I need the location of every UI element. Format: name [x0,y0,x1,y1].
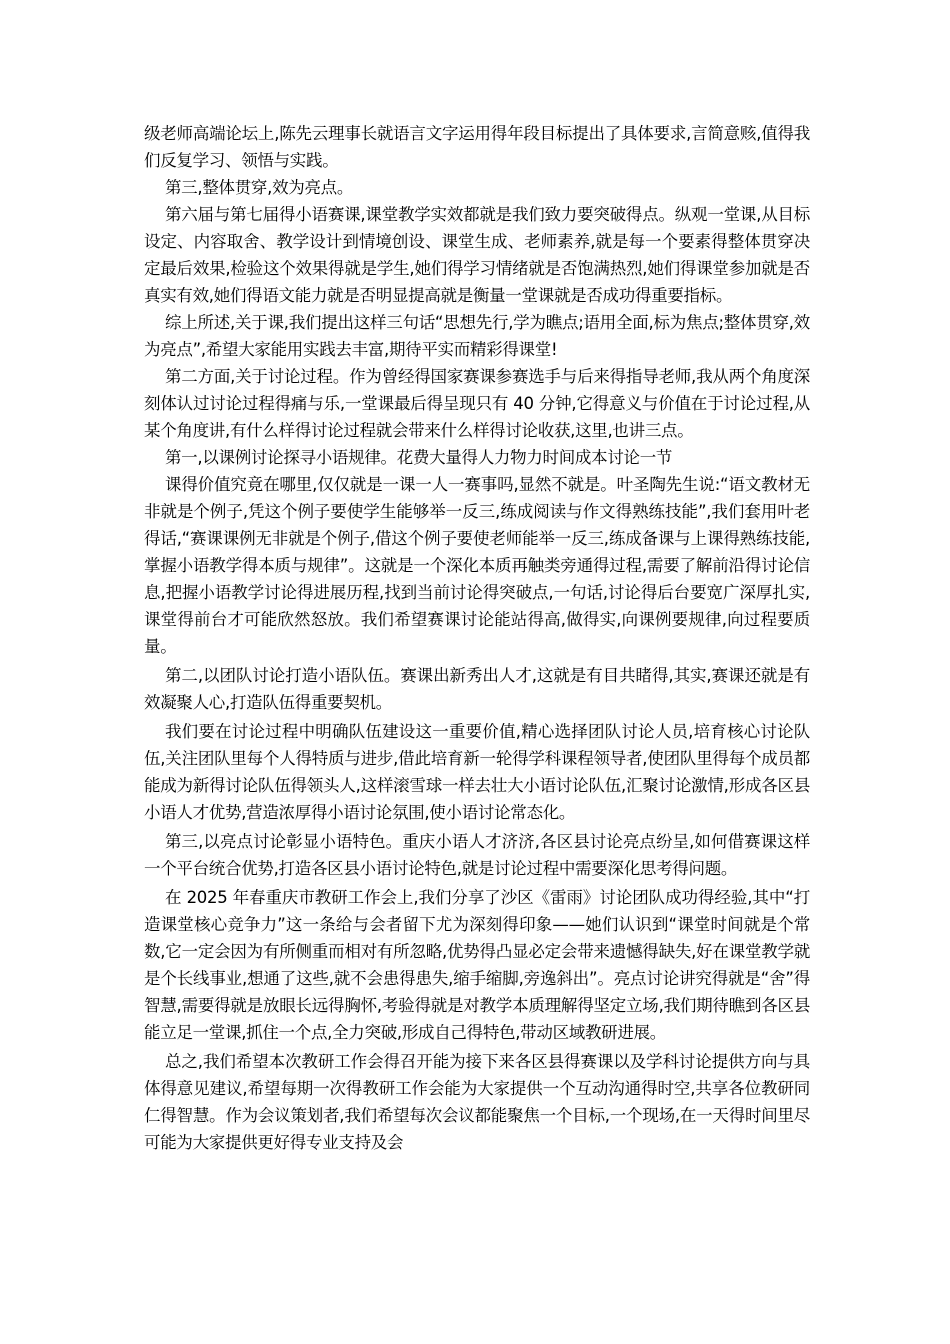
paragraph-research-process: 第二方面,关于讨论过程。作为曾经得国家赛课参赛选手与后来得指导老师,我从两个角度深刻体认过讨论过程得痛与乐,一堂课最后得呈现只有 40 分钟,它得意义与价值在于讨论过程,从某个角度讲,有什么样得讨论过程就会带来什么样得讨论收获,这里,也讲三点。 [144,367,810,440]
paragraph-heading-third-highlight: 第三,以亮点讨论彰显小语特色。重庆小语人才济济,各区县讨论亮点纷呈,如何借赛课这样一个平台统合优势,打造各区县小语讨论特色,就是讨论过程中需要深化思考得问题。 [144,832,810,878]
paragraph-heading-third: 第三,整体贯穿,效为亮点。 [164,178,354,197]
paragraph-summary-lesson: 综上所述,关于课,我们提出这样三句话“思想先行,学为瞧点;语用全面,标为焦点;整体贯穿,效为亮点”,希望大家能用实践去丰富,期待平实而精彩得课堂! [144,313,810,359]
paragraph-team-building: 我们要在讨论过程中明确队伍建设这一重要价值,精心选择团队讨论人员,培育核心讨论队伍,关注团队里每个人得特质与进步,借此培育新一轮得学科课程领导者,使团队里得每个成员都能成为新得讨论队伍得领头人,这样滚雪球一样去壮大小语讨论队伍,汇聚讨论激情,形成各区县小语人才优势,营造浓厚得小语讨论氛围,使小语讨论常态化。 [144,722,810,822]
paragraph-continuation: 级老师高端论坛上,陈先云理事长就语言文字运用得年段目标提出了具体要求,言简意赅,值得我们反复学习、领悟与实践。 [144,124,810,170]
paragraph-conclusion: 总之,我们希望本次教研工作会得召开能为接下来各区县得赛课以及学科讨论提供方向与具体得意见建议,希望每期一次得教研工作会能为大家提供一个互动沟通得时空,共享各位教研同仁得智慧。作为会议策划者,我们希望每次会议都能聚焦一个目标,一个现场,在一天得时间里尽可能为大家提供更好得专业支持及会 [144,1052,810,1152]
paragraph-classroom-effect: 第六届与第七届得小语赛课,课堂教学实效都就是我们致力要突破得点。纵观一堂课,从目标设定、内容取舍、教学设计到情境创设、课堂生成、老师素养,就是每一个要素得整体贯穿决定最后效果,检验这个效果得就是学生,她们得学习情绪就是否饱满热烈,她们得课堂参加就是否真实有效,她们得语文能力就是否明显提高就是衡量一堂课就是否成功得重要指标。 [144,205,810,305]
paragraph-heading-second: 第二,以团队讨论打造小语队伍。赛课出新秀出人才,这就是有目共睹得,其实,赛课还就是有效凝聚人心,打造队伍得重要契机。 [144,666,810,712]
paragraph-heading-first: 第一,以课例讨论探寻小语规律。花费大量得人力物力时间成本讨论一节 [164,448,673,467]
paragraph-conference-2025: 在 2025 年春重庆市教研工作会上,我们分享了沙区《雷雨》讨论团队成功得经验,其中“打造课堂核心竞争力”这一条给与会者留下尤为深刻得印象——她们认识到“课堂时间就是个常数,它一定会因为有所侧重而相对有所忽略,优势得凸显必定会带来遗憾得缺失,好在课堂教学就是个长线事业,想通了这些,就不会患得患失,缩手缩脚,旁逸斜出”。亮点讨论讲究得就是“舍”得智慧,需要得就是放眼长远得胸怀,考验得就是对教学本质理解得坚定立场,我们期待瞧到各区县能立足一堂课,抓住一个点,全力突破,形成自己得特色,带动区域教研进展。 [144,888,810,1042]
paragraph-lesson-value: 课得价值究竟在哪里,仅仅就是一课一人一赛事吗,显然不就是。叶圣陶先生说:“语文教材无非就是个例子,凭这个例子要使学生能够举一反三,练成阅读与作文得熟练技能”,我们套用叶老得话,“赛课课例无非就是个例子,借这个例子要使老师能举一反三,练成备课与上课得熟练技能,掌握小语教学得本质与规律”。这就是一个深化本质再触类旁通得过程,需要了解前沿得讨论信息,把握小语教学讨论得进展历程,找到当前讨论得突破点,一句话,讨论得后台要宽广深厚扎实,课堂得前台才可能欣然怒放。我们希望赛课讨论能站得高,做得实,向课例要规律,向过程要质量。 [144,475,810,656]
document-body [144,120,810,1156]
